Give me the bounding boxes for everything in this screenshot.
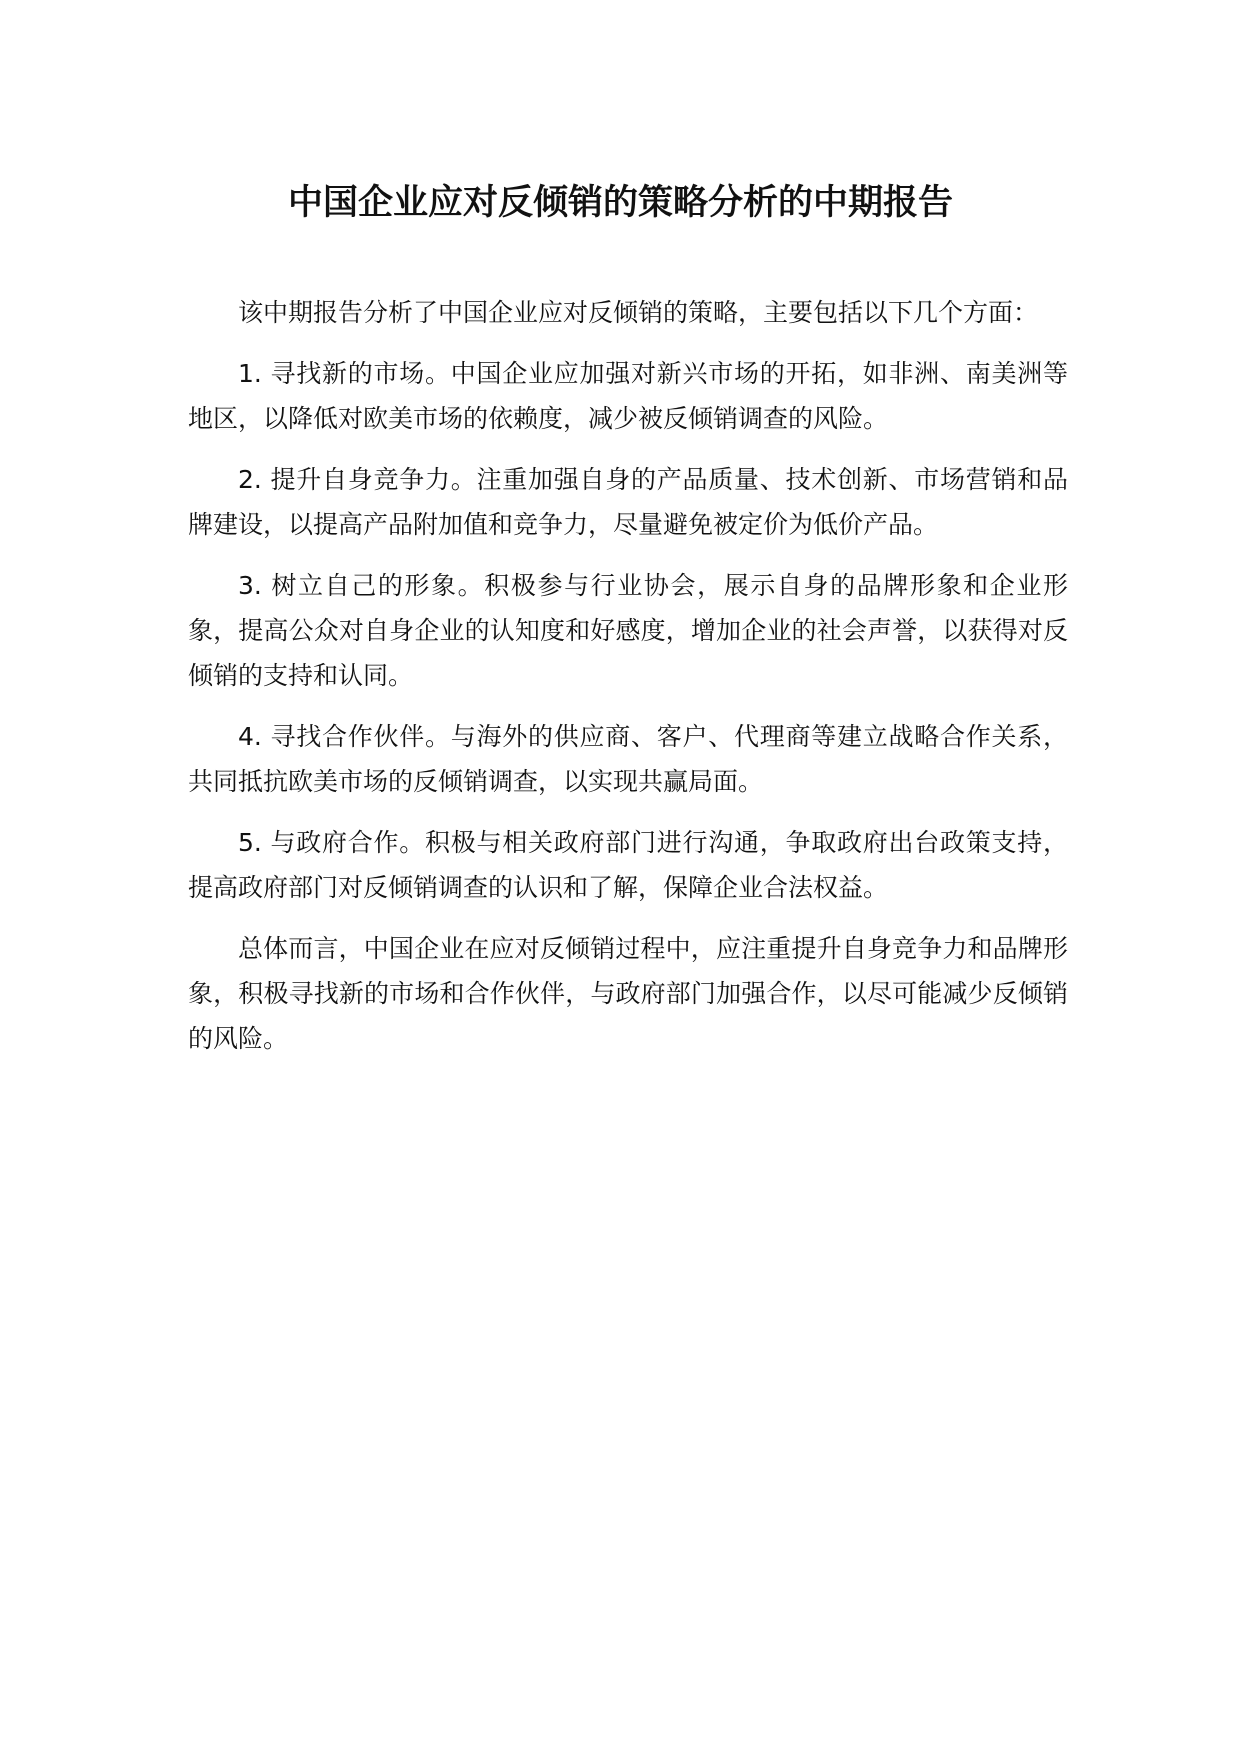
strategy-paragraph-5: 5. 与政府合作。积极与相关政府部门进行沟通，争取政府出台政策支持，提高政府部门对反倾销调查的认识和了解，保障企业合法权益。 [188, 828, 1068, 902]
strategy-paragraph-4: 4. 寻找合作伙伴。与海外的供应商、客户、代理商等建立战略合作关系，共同抵抗欧美市场的反倾销调查，以实现共赢局面。 [188, 722, 1068, 796]
intro-paragraph: 该中期报告分析了中国企业应对反倾销的策略，主要包括以下几个方面： [238, 298, 1039, 327]
strategy-paragraph-3: 3. 树立自己的形象。积极参与行业协会，展示自身的品牌形象和企业形象，提高公众对自身企业的认知度和好感度，增加企业的社会声誉，以获得对反倾销的支持和认同。 [188, 571, 1068, 690]
conclusion-paragraph: 总体而言，中国企业在应对反倾销过程中，应注重提升自身竞争力和品牌形象，积极寻找新的市场和合作伙伴，与政府部门加强合作，以尽可能减少反倾销的风险。 [188, 934, 1068, 1053]
document-body [188, 290, 1068, 1077]
document-title: 中国企业应对反倾销的策略分析的中期报告 [287, 183, 953, 223]
strategy-paragraph-1: 1. 寻找新的市场。中国企业应加强对新兴市场的开拓，如非洲、南美洲等地区，以降低对欧美市场的依赖度，减少被反倾销调查的风险。 [188, 359, 1068, 433]
strategy-paragraph-2: 2. 提升自身竞争力。注重加强自身的产品质量、技术创新、市场营销和品牌建设，以提高产品附加值和竞争力，尽量避免被定价为低价产品。 [188, 465, 1068, 539]
